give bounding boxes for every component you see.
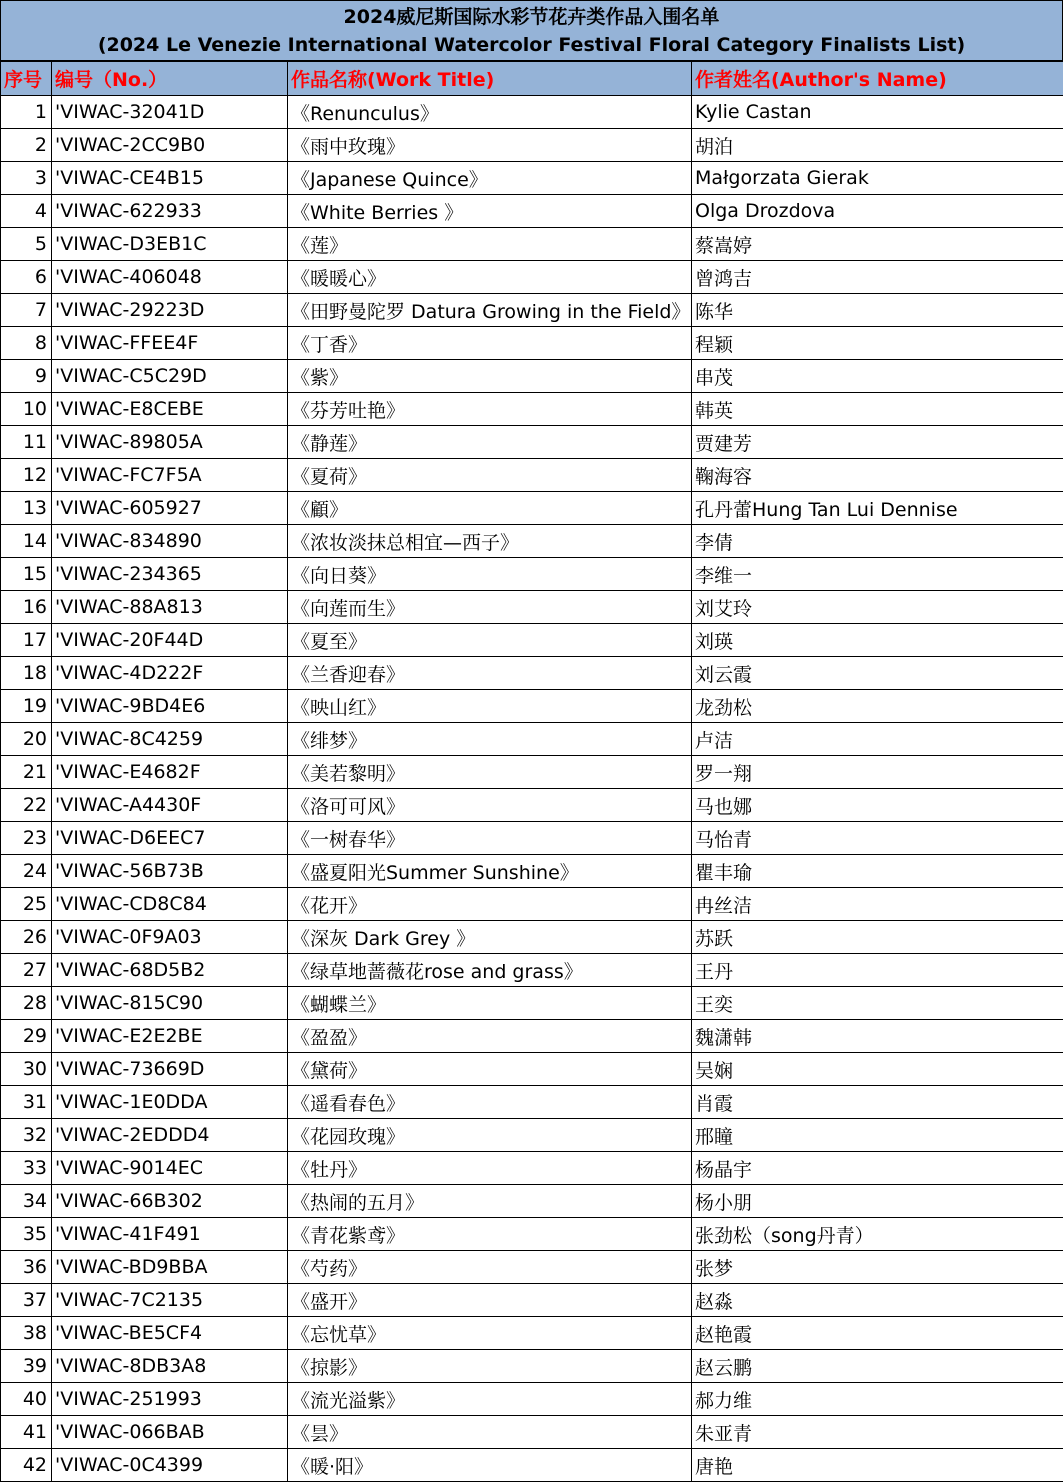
cell-work-title[interactable]: 《静莲》: [288, 426, 692, 459]
cell-author-name[interactable]: 程颖: [692, 327, 1063, 360]
cell-code[interactable]: 'VIWAC-CE4B15: [52, 162, 288, 195]
cell-work-title[interactable]: 《流光溢紫》: [288, 1383, 692, 1416]
cell-seq[interactable]: 17: [1, 624, 52, 657]
cell-author-name[interactable]: 卢洁: [692, 723, 1063, 756]
cell-code[interactable]: 'VIWAC-605927: [52, 492, 288, 525]
cell-work-title[interactable]: 《牡丹》: [288, 1152, 692, 1185]
cell-author-name[interactable]: 杨晶宇: [692, 1152, 1063, 1185]
cell-code[interactable]: 'VIWAC-E4682F: [52, 756, 288, 789]
cell-work-title[interactable]: 《向莲而生》: [288, 591, 692, 624]
cell-author-name[interactable]: 马也娜: [692, 789, 1063, 822]
cell-work-title[interactable]: 《绯梦》: [288, 723, 692, 756]
cell-author-name[interactable]: 刘云霞: [692, 657, 1063, 690]
cell-work-title[interactable]: 《绿草地蔷薇花rose and grass》: [288, 954, 692, 987]
cell-seq[interactable]: 24: [1, 855, 52, 888]
cell-seq[interactable]: 26: [1, 921, 52, 954]
cell-author-name[interactable]: Olga Drozdova: [692, 195, 1063, 228]
cell-author-name[interactable]: 贾建芳: [692, 426, 1063, 459]
table-row: [1, 1449, 1063, 1482]
cell-work-title[interactable]: 《洛可可风》: [288, 789, 692, 822]
table-row: [1, 195, 1063, 228]
cell-work-title[interactable]: 《忘忧草》: [288, 1317, 692, 1350]
header-code[interactable]: 编号（No.）: [52, 62, 288, 96]
table-row: [1, 459, 1063, 492]
cell-code[interactable]: 'VIWAC-251993: [52, 1383, 288, 1416]
cell-seq[interactable]: 23: [1, 822, 52, 855]
cell-seq[interactable]: 11: [1, 426, 52, 459]
cell-code[interactable]: 'VIWAC-73669D: [52, 1053, 288, 1086]
cell-seq[interactable]: 16: [1, 591, 52, 624]
cell-code[interactable]: 'VIWAC-0C4399: [52, 1449, 288, 1482]
cell-author-name[interactable]: 肖霞: [692, 1086, 1063, 1119]
cell-seq[interactable]: 37: [1, 1284, 52, 1317]
cell-work-title[interactable]: 《夏荷》: [288, 459, 692, 492]
cell-code[interactable]: 'VIWAC-66B302: [52, 1185, 288, 1218]
cell-seq[interactable]: 18: [1, 657, 52, 690]
cell-code[interactable]: 'VIWAC-9014EC: [52, 1152, 288, 1185]
cell-work-title[interactable]: 《蝴蝶兰》: [288, 987, 692, 1020]
cell-code[interactable]: 'VIWAC-FFEE4F: [52, 327, 288, 360]
cell-code[interactable]: 'VIWAC-BD9BBA: [52, 1251, 288, 1284]
cell-author-name[interactable]: 王丹: [692, 954, 1063, 987]
cell-seq[interactable]: 8: [1, 327, 52, 360]
cell-author-name[interactable]: 王奕: [692, 987, 1063, 1020]
header-work-title[interactable]: 作品名称(Work Title): [288, 62, 692, 96]
cell-code[interactable]: 'VIWAC-9BD4E6: [52, 690, 288, 723]
table-row: [1, 690, 1063, 723]
table-row: [1, 1218, 1063, 1251]
cell-author-name[interactable]: 冉丝洁: [692, 888, 1063, 921]
cell-seq[interactable]: 10: [1, 393, 52, 426]
cell-seq[interactable]: 35: [1, 1218, 52, 1251]
cell-author-name[interactable]: 串茂: [692, 360, 1063, 393]
cell-author-name[interactable]: 张劲松（song丹青）: [692, 1218, 1063, 1251]
header-author-name[interactable]: 作者姓名(Author's Name): [692, 62, 1063, 96]
cell-author-name[interactable]: 杨小朋: [692, 1185, 1063, 1218]
title-chinese: 2024威尼斯国际水彩节花卉类作品入围名单: [344, 3, 720, 31]
table-row: [1, 228, 1063, 261]
cell-work-title[interactable]: 《盛夏阳光Summer Sunshine》: [288, 855, 692, 888]
cell-code[interactable]: 'VIWAC-8C4259: [52, 723, 288, 756]
cell-author-name[interactable]: 赵淼: [692, 1284, 1063, 1317]
cell-work-title[interactable]: 《雨中玫瑰》: [288, 129, 692, 162]
cell-work-title[interactable]: 《顧》: [288, 492, 692, 525]
table-row: [1, 129, 1063, 162]
cell-author-name[interactable]: 张梦: [692, 1251, 1063, 1284]
cell-author-name[interactable]: 赵艳霞: [692, 1317, 1063, 1350]
cell-seq[interactable]: 9: [1, 360, 52, 393]
finalists-table: [0, 61, 1063, 1482]
cell-code[interactable]: 'VIWAC-4D222F: [52, 657, 288, 690]
cell-code[interactable]: 'VIWAC-2CC9B0: [52, 129, 288, 162]
cell-work-title[interactable]: 《向日葵》: [288, 558, 692, 591]
cell-author-name[interactable]: Małgorzata Gierak: [692, 162, 1063, 195]
cell-work-title[interactable]: 《丁香》: [288, 327, 692, 360]
cell-seq[interactable]: 27: [1, 954, 52, 987]
cell-seq[interactable]: 19: [1, 690, 52, 723]
cell-work-title[interactable]: 《浓妆淡抹总相宜—西子》: [288, 525, 692, 558]
table-row: [1, 426, 1063, 459]
cell-code[interactable]: 'VIWAC-E2E2BE: [52, 1020, 288, 1053]
cell-code[interactable]: 'VIWAC-2EDDD4: [52, 1119, 288, 1152]
cell-work-title[interactable]: 《盛开》: [288, 1284, 692, 1317]
cell-code[interactable]: 'VIWAC-89805A: [52, 426, 288, 459]
header-seq[interactable]: 序号: [1, 62, 52, 96]
cell-work-title[interactable]: 《兰香迎春》: [288, 657, 692, 690]
table-row: [1, 525, 1063, 558]
cell-work-title[interactable]: 《一树春华》: [288, 822, 692, 855]
cell-code[interactable]: 'VIWAC-066BAB: [52, 1416, 288, 1449]
table-row: [1, 1251, 1063, 1284]
cell-code[interactable]: 'VIWAC-7C2135: [52, 1284, 288, 1317]
cell-seq[interactable]: 38: [1, 1317, 52, 1350]
table-row: [1, 327, 1063, 360]
table-row: [1, 1416, 1063, 1449]
table-row: [1, 96, 1063, 129]
cell-work-title[interactable]: 《芍药》: [288, 1251, 692, 1284]
cell-author-name[interactable]: 赵云鹏: [692, 1350, 1063, 1383]
cell-code[interactable]: 'VIWAC-834890: [52, 525, 288, 558]
cell-work-title[interactable]: 《田野曼陀罗 Datura Growing in the Field》: [288, 294, 692, 327]
table-row: [1, 855, 1063, 888]
cell-author-name[interactable]: 马怡青: [692, 822, 1063, 855]
cell-seq[interactable]: 14: [1, 525, 52, 558]
cell-author-name[interactable]: 蔡嵩婷: [692, 228, 1063, 261]
cell-code[interactable]: 'VIWAC-CD8C84: [52, 888, 288, 921]
cell-work-title[interactable]: 《暖暖心》: [288, 261, 692, 294]
cell-seq[interactable]: 6: [1, 261, 52, 294]
table-row: [1, 1119, 1063, 1152]
cell-work-title[interactable]: 《Japanese Quince》: [288, 162, 692, 195]
cell-author-name[interactable]: 瞿丰瑜: [692, 855, 1063, 888]
cell-seq[interactable]: 39: [1, 1350, 52, 1383]
cell-work-title[interactable]: 《莲》: [288, 228, 692, 261]
cell-author-name[interactable]: 刘瑛: [692, 624, 1063, 657]
cell-seq[interactable]: 13: [1, 492, 52, 525]
cell-code[interactable]: 'VIWAC-8DB3A8: [52, 1350, 288, 1383]
cell-seq[interactable]: 40: [1, 1383, 52, 1416]
cell-work-title[interactable]: 《遥看春色》: [288, 1086, 692, 1119]
cell-author-name[interactable]: 罗一翔: [692, 756, 1063, 789]
table-row: [1, 723, 1063, 756]
cell-seq[interactable]: 28: [1, 987, 52, 1020]
title-english: (2024 Le Venezie International Watercolor Festival Floral Category Finalists List): [98, 31, 965, 59]
cell-work-title[interactable]: 《盈盈》: [288, 1020, 692, 1053]
cell-author-name[interactable]: 陈华: [692, 294, 1063, 327]
cell-author-name[interactable]: 李倩: [692, 525, 1063, 558]
table-row: [1, 954, 1063, 987]
cell-seq[interactable]: 30: [1, 1053, 52, 1086]
table-row: [1, 1020, 1063, 1053]
table-row: [1, 1185, 1063, 1218]
cell-seq[interactable]: 12: [1, 459, 52, 492]
cell-author-name[interactable]: 唐艳: [692, 1449, 1063, 1482]
cell-seq[interactable]: 15: [1, 558, 52, 591]
cell-code[interactable]: 'VIWAC-406048: [52, 261, 288, 294]
cell-code[interactable]: 'VIWAC-234365: [52, 558, 288, 591]
cell-work-title[interactable]: 《花园玫瑰》: [288, 1119, 692, 1152]
cell-author-name[interactable]: 胡泊: [692, 129, 1063, 162]
table-row: [1, 492, 1063, 525]
cell-author-name[interactable]: 龙劲松: [692, 690, 1063, 723]
table-row: [1, 789, 1063, 822]
cell-author-name[interactable]: 鞠海容: [692, 459, 1063, 492]
cell-code[interactable]: 'VIWAC-622933: [52, 195, 288, 228]
cell-author-name[interactable]: 刘艾玲: [692, 591, 1063, 624]
table-row: [1, 360, 1063, 393]
cell-seq[interactable]: 25: [1, 888, 52, 921]
table-row: [1, 1284, 1063, 1317]
cell-author-name[interactable]: 李维一: [692, 558, 1063, 591]
cell-code[interactable]: 'VIWAC-0F9A03: [52, 921, 288, 954]
cell-author-name[interactable]: 曾鸿吉: [692, 261, 1063, 294]
cell-work-title[interactable]: 《掠影》: [288, 1350, 692, 1383]
cell-seq[interactable]: 3: [1, 162, 52, 195]
cell-seq[interactable]: 42: [1, 1449, 52, 1482]
cell-seq[interactable]: 32: [1, 1119, 52, 1152]
cell-seq[interactable]: 22: [1, 789, 52, 822]
cell-work-title[interactable]: 《昙》: [288, 1416, 692, 1449]
cell-author-name[interactable]: Kylie Castan: [692, 96, 1063, 129]
cell-seq[interactable]: 1: [1, 96, 52, 129]
cell-author-name[interactable]: 邢瞳: [692, 1119, 1063, 1152]
table-row: [1, 987, 1063, 1020]
cell-code[interactable]: 'VIWAC-BE5CF4: [52, 1317, 288, 1350]
cell-code[interactable]: 'VIWAC-A4430F: [52, 789, 288, 822]
cell-code[interactable]: 'VIWAC-E8CEBE: [52, 393, 288, 426]
header-row: [1, 62, 1063, 96]
cell-author-name[interactable]: 苏跃: [692, 921, 1063, 954]
cell-code[interactable]: 'VIWAC-41F491: [52, 1218, 288, 1251]
cell-code[interactable]: 'VIWAC-29223D: [52, 294, 288, 327]
table-row: [1, 888, 1063, 921]
cell-work-title[interactable]: 《青花紫鸢》: [288, 1218, 692, 1251]
table-row: [1, 657, 1063, 690]
cell-seq[interactable]: 4: [1, 195, 52, 228]
cell-code[interactable]: 'VIWAC-20F44D: [52, 624, 288, 657]
table-row: [1, 1383, 1063, 1416]
table-row: [1, 921, 1063, 954]
cell-work-title[interactable]: 《夏至》: [288, 624, 692, 657]
cell-seq[interactable]: 41: [1, 1416, 52, 1449]
cell-author-name[interactable]: 吴娴: [692, 1053, 1063, 1086]
cell-work-title[interactable]: 《紫》: [288, 360, 692, 393]
cell-seq[interactable]: 21: [1, 756, 52, 789]
cell-work-title[interactable]: 《深灰 Dark Grey 》: [288, 921, 692, 954]
cell-code[interactable]: 'VIWAC-FC7F5A: [52, 459, 288, 492]
title-block: [0, 0, 1063, 61]
cell-author-name[interactable]: 朱亚青: [692, 1416, 1063, 1449]
table-row: [1, 393, 1063, 426]
table-row: [1, 294, 1063, 327]
cell-code[interactable]: 'VIWAC-815C90: [52, 987, 288, 1020]
table-row: [1, 261, 1063, 294]
cell-seq[interactable]: 36: [1, 1251, 52, 1284]
cell-work-title[interactable]: 《White Berries 》: [288, 195, 692, 228]
table-row: [1, 162, 1063, 195]
table-row: [1, 1086, 1063, 1119]
table-row: [1, 1350, 1063, 1383]
table-row: [1, 756, 1063, 789]
cell-author-name[interactable]: 郝力维: [692, 1383, 1063, 1416]
cell-code[interactable]: 'VIWAC-D6EEC7: [52, 822, 288, 855]
cell-code[interactable]: 'VIWAC-56B73B: [52, 855, 288, 888]
table-row: [1, 591, 1063, 624]
cell-work-title[interactable]: 《Renunculus》: [288, 96, 692, 129]
cell-code[interactable]: 'VIWAC-88A813: [52, 591, 288, 624]
cell-author-name[interactable]: 孔丹蕾Hung Tan Lui Dennise: [692, 492, 1063, 525]
cell-seq[interactable]: 5: [1, 228, 52, 261]
cell-author-name[interactable]: 魏潇韩: [692, 1020, 1063, 1053]
cell-work-title[interactable]: 《芬芳吐艳》: [288, 393, 692, 426]
table-body: [1, 96, 1063, 1482]
cell-code[interactable]: 'VIWAC-C5C29D: [52, 360, 288, 393]
cell-seq[interactable]: 34: [1, 1185, 52, 1218]
cell-author-name[interactable]: 韩英: [692, 393, 1063, 426]
cell-work-title[interactable]: 《花开》: [288, 888, 692, 921]
table-row: [1, 1053, 1063, 1086]
table-row: [1, 1152, 1063, 1185]
table-row: [1, 822, 1063, 855]
cell-seq[interactable]: 33: [1, 1152, 52, 1185]
cell-seq[interactable]: 31: [1, 1086, 52, 1119]
cell-code[interactable]: 'VIWAC-68D5B2: [52, 954, 288, 987]
table-row: [1, 558, 1063, 591]
cell-work-title[interactable]: 《美若黎明》: [288, 756, 692, 789]
cell-code[interactable]: 'VIWAC-1E0DDA: [52, 1086, 288, 1119]
cell-work-title[interactable]: 《黛荷》: [288, 1053, 692, 1086]
cell-work-title[interactable]: 《热闹的五月》: [288, 1185, 692, 1218]
cell-seq[interactable]: 2: [1, 129, 52, 162]
table-row: [1, 1317, 1063, 1350]
cell-work-title[interactable]: 《映山红》: [288, 690, 692, 723]
cell-seq[interactable]: 20: [1, 723, 52, 756]
cell-code[interactable]: 'VIWAC-D3EB1C: [52, 228, 288, 261]
cell-code[interactable]: 'VIWAC-32041D: [52, 96, 288, 129]
table-row: [1, 624, 1063, 657]
cell-seq[interactable]: 29: [1, 1020, 52, 1053]
cell-seq[interactable]: 7: [1, 294, 52, 327]
cell-work-title[interactable]: 《暖·阳》: [288, 1449, 692, 1482]
